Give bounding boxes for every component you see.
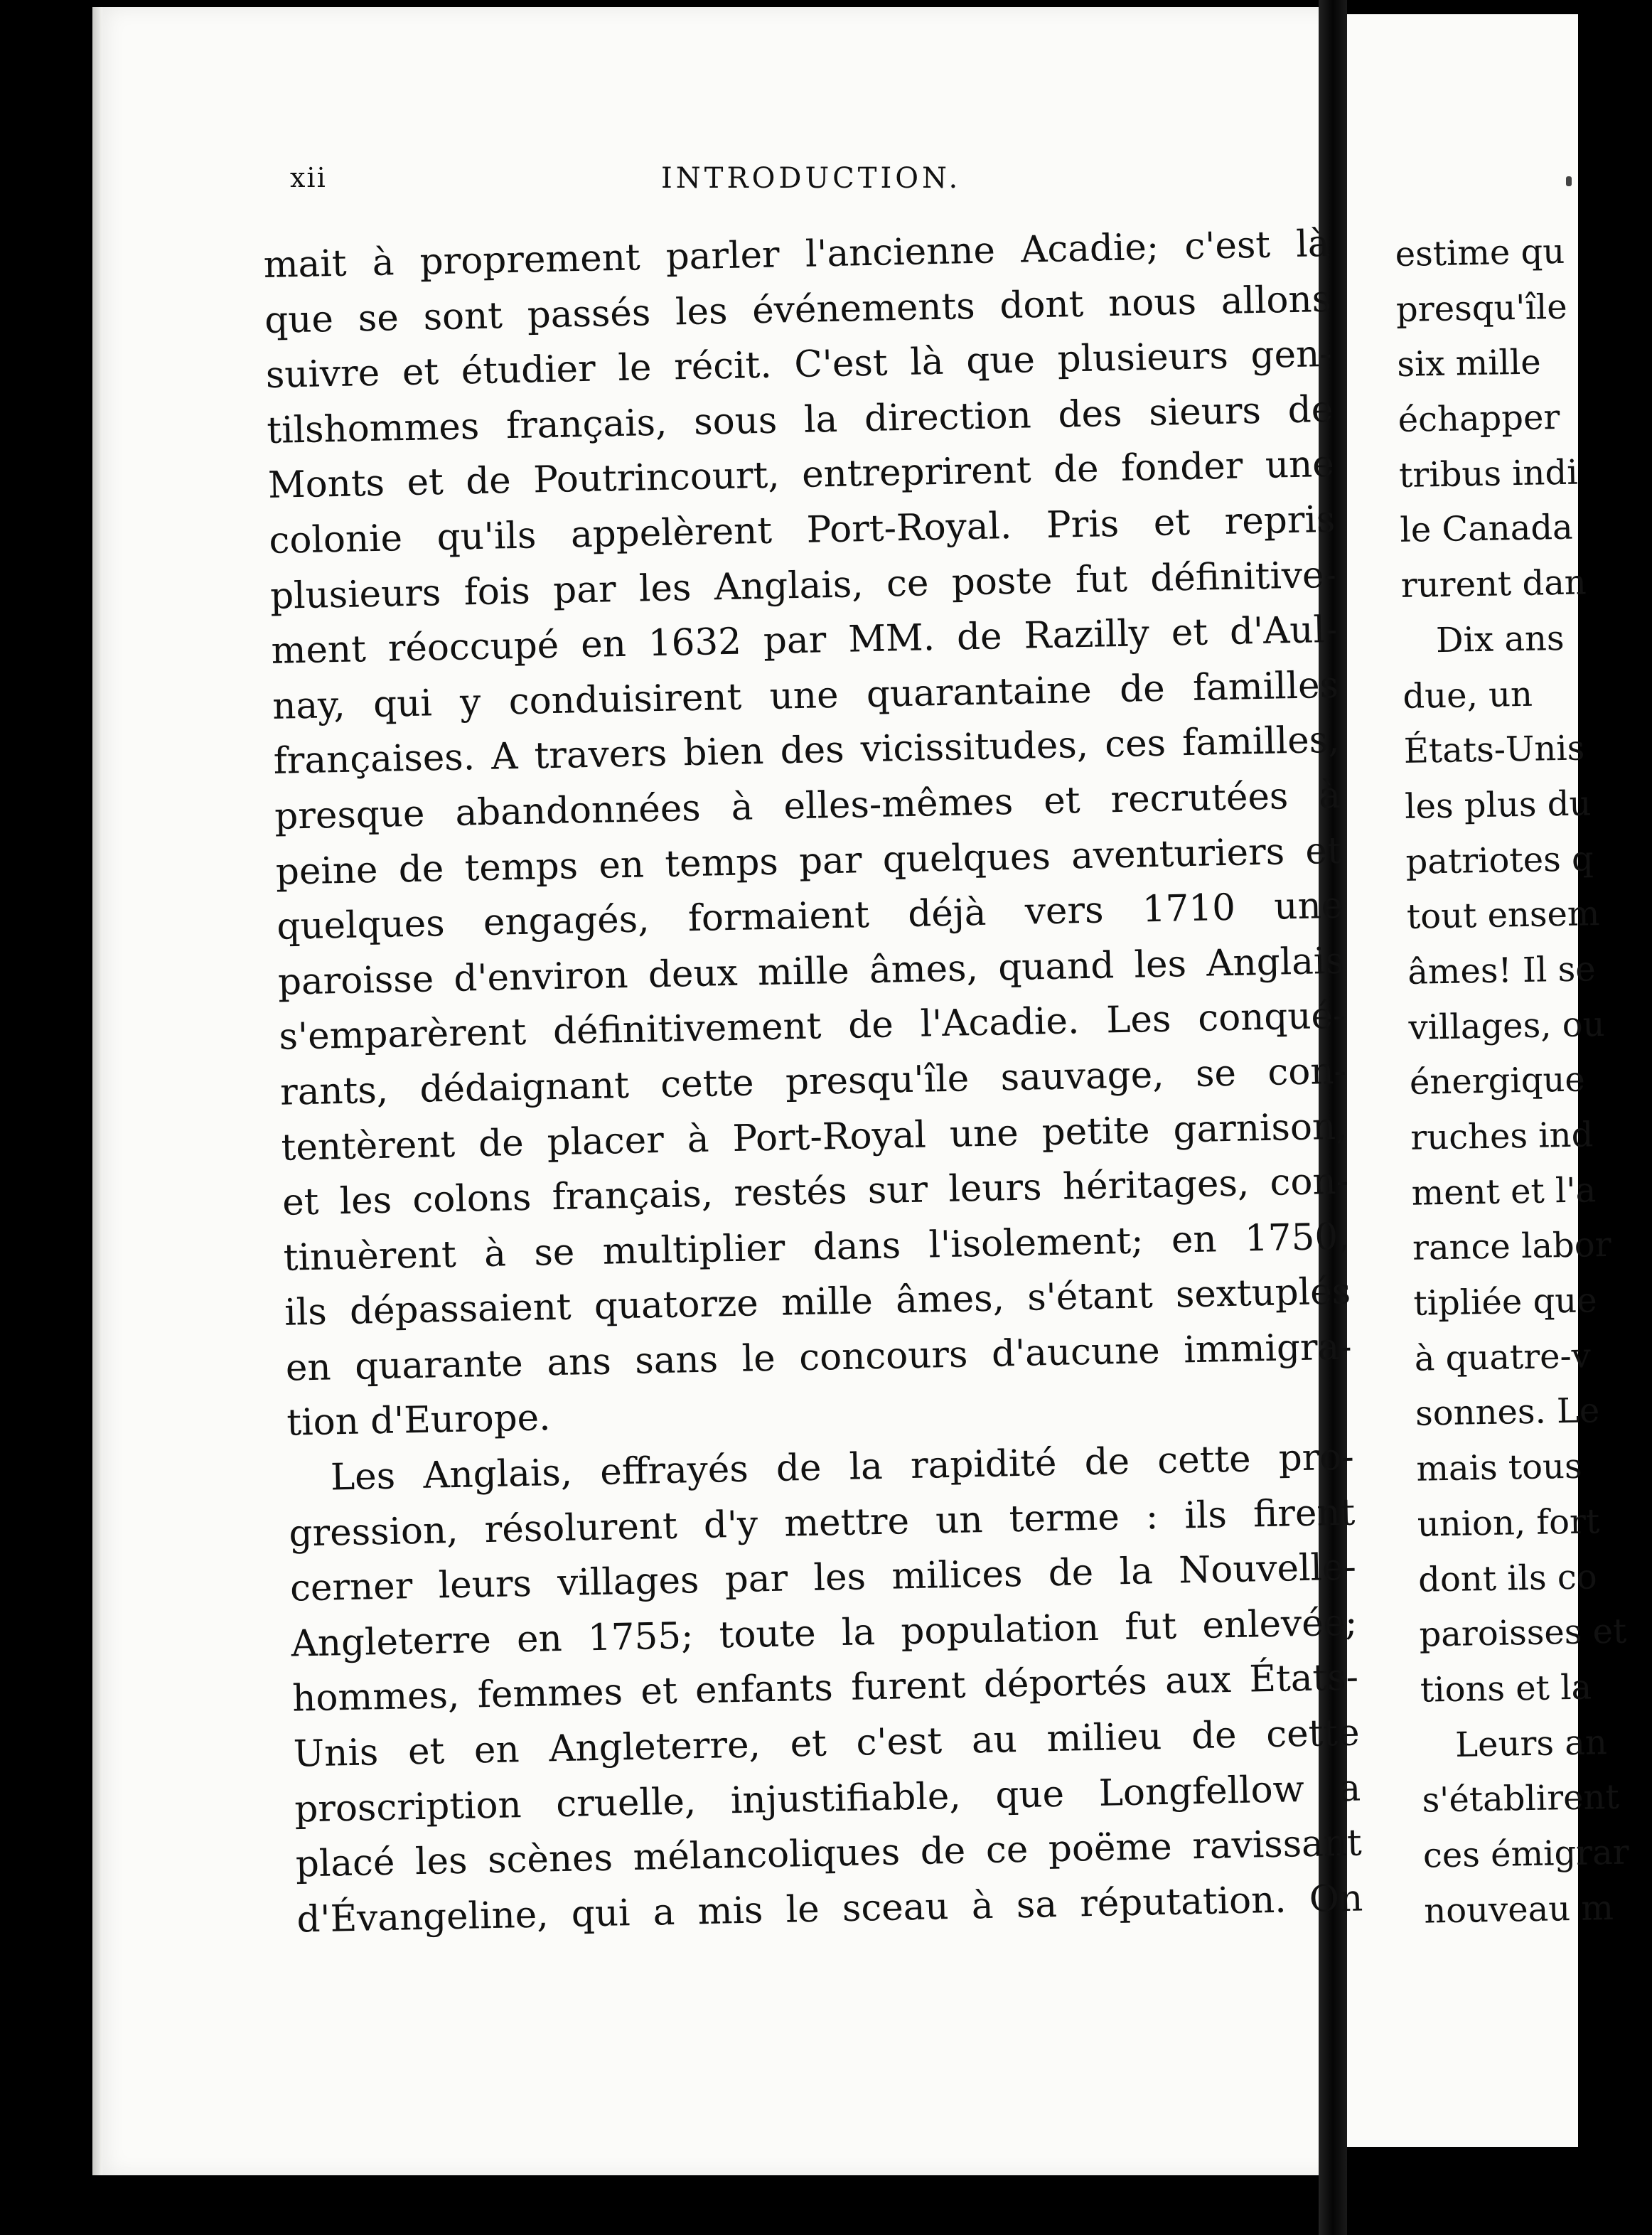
- text-line: tion d'Europe.: [286, 1396, 552, 1445]
- left-page-edge: [92, 7, 102, 2175]
- text-line: Les Anglais, effrayés de la rapidité de cette pro-: [330, 1435, 1355, 1499]
- text-line: presque abandonnées à elles-mêmes et recrutées à: [274, 773, 1341, 838]
- text-line: nouveau m: [1423, 1887, 1614, 1931]
- text-line: suivre et étudier le récit. C'est là que plusieurs gen-: [265, 333, 1333, 397]
- text-line: tilshommes français, sous la direction des sieurs de: [266, 387, 1334, 452]
- text-line: estime qu: [1395, 231, 1565, 274]
- text-line: nay, qui y conduisirent une quarantaine de familles: [272, 663, 1339, 728]
- text-line: françaises. A travers bien des vicissitudes, ces familles,: [273, 719, 1341, 783]
- text-line: due, un: [1402, 674, 1533, 717]
- text-line: six mille: [1396, 342, 1542, 385]
- text-line: tinuèrent à se multiplier dans l'isolement; en 1750,: [283, 1215, 1351, 1280]
- text-line: tipliée que: [1412, 1280, 1598, 1324]
- text-line: énergique: [1409, 1059, 1586, 1103]
- text-line: Leurs an: [1454, 1722, 1608, 1765]
- text-line: hommes, femmes et enfants furent déportés aux États-: [291, 1656, 1359, 1721]
- text-line: peine de temps en temps par quelques aventuriers et: [275, 829, 1343, 894]
- text-line: presqu'île: [1395, 286, 1568, 330]
- text-line: et les colons français, restés sur leurs héritages, con-: [281, 1159, 1349, 1224]
- text-line: dont ils co: [1417, 1556, 1598, 1600]
- text-line: s'établirent: [1422, 1777, 1620, 1821]
- text-line: ment et l'a: [1411, 1169, 1597, 1213]
- text-line: mait à proprement parler l'ancienne Acadie; c'est là: [263, 222, 1331, 286]
- text-line: s'emparèrent définitivement de l'Acadie. Les conqué-: [278, 994, 1346, 1059]
- text-line: Dix ans: [1435, 618, 1565, 660]
- text-line: à quatre-v: [1414, 1336, 1592, 1379]
- text-line: que se sont passés les événements dont nous allons: [264, 277, 1331, 342]
- text-line: quelques engagés, formaient déjà vers 1710 une: [276, 884, 1343, 948]
- text-line: ils dépassaient quatorze mille âmes, s'étant sextuplés: [284, 1270, 1351, 1334]
- text-line: cerner leurs villages par les milices de la Nouvelle-: [289, 1545, 1357, 1610]
- text-line: Monts et de Poutrincourt, entreprirent de fonder une: [267, 443, 1335, 508]
- text-line: ruches ind: [1410, 1115, 1594, 1158]
- text-line: les plus du: [1404, 783, 1592, 827]
- page-number: xii: [290, 162, 327, 193]
- text-line: gression, résolurent d'y mettre un terme : ils firent: [288, 1491, 1356, 1555]
- text-line: âmes! Il se: [1407, 949, 1597, 992]
- text-line: paroisses et: [1419, 1611, 1627, 1655]
- text-line: villages, ou: [1408, 1004, 1605, 1048]
- text-line: paroisse d'environ deux mille âmes, quand les Anglais: [277, 939, 1345, 1004]
- running-head: INTRODUCTION.: [661, 162, 962, 195]
- text-line: le Canada: [1399, 508, 1574, 551]
- text-line: patriotes q: [1405, 838, 1594, 882]
- text-line: union, fort: [1417, 1501, 1600, 1545]
- text-line: tribus indi: [1398, 452, 1579, 495]
- text-line: Angleterre en 1755; toute la population fut enlevée;: [291, 1601, 1358, 1666]
- text-line: rants, dédaignant cette presqu'île sauvage, se con-: [279, 1049, 1347, 1114]
- text-line: ces émigrar: [1422, 1832, 1630, 1876]
- text-line: tions et la: [1420, 1667, 1592, 1710]
- text-line: en quarante ans sans le concours d'aucune immigra-: [285, 1325, 1353, 1390]
- text-line: d'Évangeline, qui a mis le sceau à sa réputation. On: [296, 1877, 1363, 1941]
- text-line: rance labor: [1412, 1225, 1612, 1269]
- text-line: Unis et en Angleterre, et c'est au milieu de cette: [293, 1711, 1361, 1776]
- right-page-header-fragment: [1566, 176, 1572, 186]
- text-line: mais tous: [1416, 1446, 1583, 1489]
- left-page-body: [263, 217, 1363, 1948]
- text-line: colonie qu'ils appelèrent Port-Royal. Pris et repris: [268, 498, 1336, 562]
- text-line: proscription cruelle, injustifiable, que Longfellow a: [294, 1767, 1361, 1831]
- text-line: plusieurs fois par les Anglais, ce poste fut définitive-: [269, 553, 1337, 618]
- text-line: tentèrent de placer à Port-Royal une petite garnison,: [281, 1105, 1348, 1169]
- text-line: tout ensem: [1406, 894, 1600, 938]
- text-line: ment réoccupé en 1632 par MM. de Razilly et d'Aul-: [271, 608, 1338, 673]
- text-line: placé les scènes mélancoliques de ce poëme ravissant: [295, 1821, 1363, 1886]
- text-line: États-Unis: [1403, 728, 1585, 772]
- text-line: échapper: [1398, 397, 1560, 441]
- right-page-body: [1395, 223, 1652, 1939]
- text-line: rurent dan: [1400, 562, 1587, 606]
- text-line: sonnes. Le: [1415, 1390, 1600, 1435]
